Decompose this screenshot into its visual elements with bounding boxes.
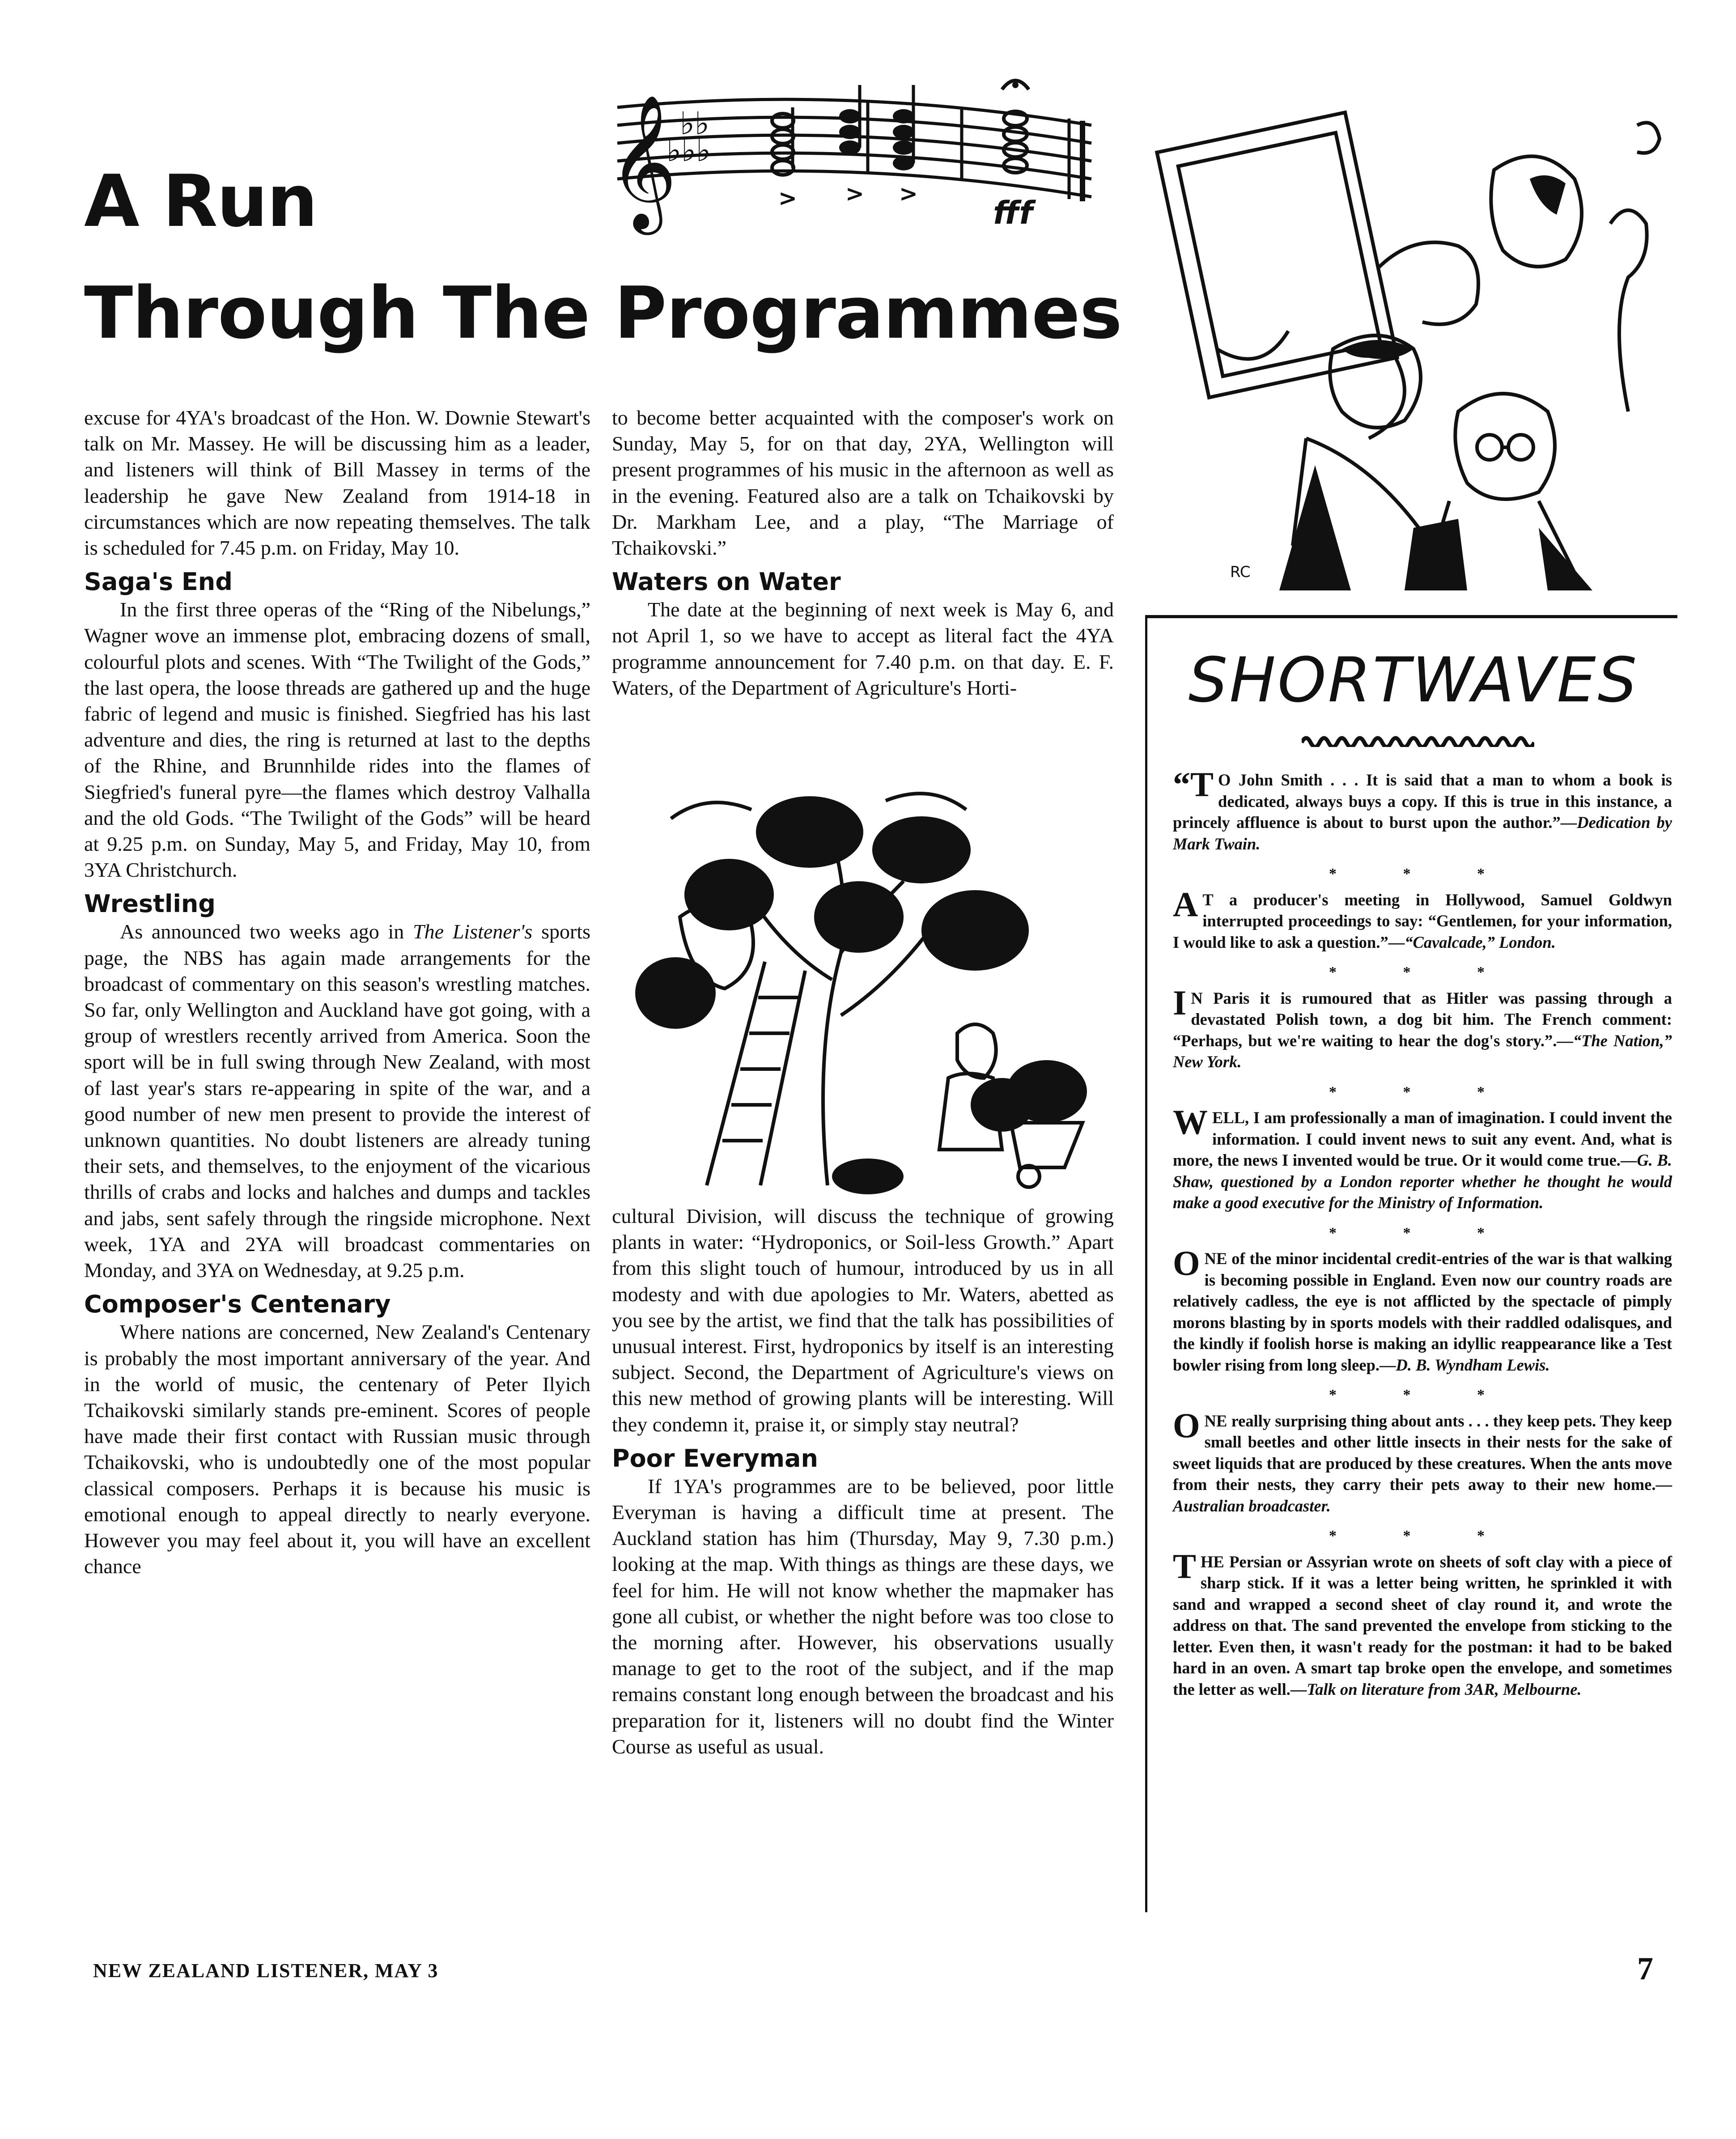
- page-number: 7: [1637, 1951, 1654, 1986]
- svg-text:>: >: [899, 181, 918, 207]
- column-1-intro: excuse for 4YA's broadcast of the Hon. W. Downie Stewart's talk on Mr. Massey. He will be discussing him as a leader, and listeners will think of Bill Massey in terms of the leadership he gave New Zealand from 1914-18 in circumstances which are now repeating themselves. The talk is scheduled for 7.45 p.m. on Friday, May 10.: [84, 406, 590, 560]
- svg-text:♭♭♭: ♭♭♭: [666, 132, 711, 169]
- svg-text:>: >: [845, 181, 864, 207]
- column-2-intro: to become better acquainted with the composer's work on Sunday, May 5, for on that day, 2YA, Wellington will present programmes of his music in the afternoon as well as in the evening. Featured also are a talk on Tchaikovski by Dr. Markham Lee, and a play, “The Marriage of Tchaikovski.”: [612, 406, 1114, 560]
- star-divider: * * *: [1329, 866, 1516, 882]
- saga-heading: Saga's End: [84, 568, 233, 596]
- shortwaves-wave-ornament: [1302, 734, 1534, 747]
- shortwaves-top-rule: [1145, 615, 1677, 618]
- shortwaves-title: SHORTWAVES: [1188, 644, 1639, 716]
- star-divider: * * *: [1329, 1083, 1516, 1100]
- caricature-signature: RC: [1230, 563, 1251, 581]
- svg-text:𝄞: 𝄞: [608, 94, 677, 229]
- everyman-text: If 1YA's programmes are to be believed, poor little Everyman is having a difficult time at present. The Auckland station has him (Thursday, May 9, 7.30 p.m.) looking at the map. With things as things are these days, we feel for him. He will not know whether the mapmaker has gone all cubist, or whether the night before was too close to the morning after. However, his observations usually manage to get to the root of the subject, and if the map remains constant long enough between the broadcast and his preparation for it, listeners will no doubt find the Winter Course as useful as usual.: [612, 1474, 1114, 1758]
- column-2-top: [612, 405, 1114, 701]
- radio-personalities-caricature: [1145, 98, 1682, 590]
- headline-line2: Through The Programmes: [84, 271, 1122, 355]
- music-score-illustration: [590, 67, 1109, 246]
- waters-heading: Waters on Water: [612, 568, 841, 596]
- svg-text:♭♭: ♭♭: [680, 105, 710, 142]
- shortwave-item: I N Paris it is rumoured that as Hitler was passing through a devastated Polish town, a dog bit him. The French comment: “Perhaps, but we're waiting to hear the dog's story.”.—“The Nation,” New York.: [1173, 983, 1672, 1071]
- shortwaves-items: [1173, 765, 1672, 1700]
- wrestling-heading: Wrestling: [84, 890, 216, 918]
- waters-text: The date at the beginning of next week is May 6, and not April 1, so we have to accept as literal fact the 4YA programme announcement for 7.40 p.m. on that day. E. F. Waters, of the Department of Agriculture's Horti-: [612, 598, 1114, 699]
- shortwave-item: “T O John Smith . . . It is said that a man to whom a book is dedicated, always buys a copy. If this is true in this instance, a princely affluence is about to burst upon the author.”—Dedication by Mark Twain.: [1173, 765, 1672, 853]
- column-2-bottom: [612, 1203, 1114, 1760]
- shortwaves-left-rule: [1145, 615, 1147, 1912]
- star-divider: * * *: [1329, 964, 1516, 980]
- waters-continued: cultural Division, will discuss the technique of growing plants in water: “Hydroponics, or Soil-less Growth.” Apart from this slight touch of humour, introduced by us in all modesty and with due apologies to Mr. Waters, abetted as you see by the artist, we find that the talk has possibilities of unusual interest. First, hydroponics by itself is an interesting subject. Second, the Department of Agriculture's views on this new method of growing plants will be interesting. Will they condemn it, praise it, or simply stay neutral?: [612, 1205, 1114, 1436]
- shortwave-item: ONE really surprising thing about ants . . . they keep pets. They keep small beetles and other little insects in their nests for the sake of sweet liquids that are produced by these creatures. When the ants move from their nests, they carry their pets away to their new home.—Australian broadcaster.: [1173, 1405, 1672, 1515]
- footer-masthead: NEW ZEALAND LISTENER, MAY 3: [93, 1960, 439, 1982]
- composer-heading: Composer's Centenary: [84, 1290, 391, 1319]
- shortwave-item: THE Persian or Assyrian wrote on sheets of soft clay with a piece of sharp stick. If it was a letter being written, he sprinkled it with sand and wrapped a second sheet of clay round it, and wrote the address on that. The sand prevented the envelope from sticking to the letter. Even then, it wasn't ready for the postman: it had to be baked hard in an oven. A smart tap broke open the envelope, and sometimes the letter as well.—Talk on literature from 3AR, Melbourne.: [1173, 1546, 1672, 1698]
- star-divider: * * *: [1329, 1224, 1516, 1241]
- headline-line1: A Run: [84, 159, 317, 243]
- everyman-heading: Poor Everyman: [612, 1444, 818, 1473]
- star-divider: * * *: [1329, 1387, 1516, 1403]
- composer-text: Where nations are concerned, New Zealand's Centenary is probably the most important anniversary of the year. And in the world of music, the centenary of Peter Ilyich Tchaikovski similarly stands pre-eminent. Scores of people have made their first contact with Russian music through Tchaikovski, who is undoubtedly one of the most popular classical composers. Perhaps it is because his music is emotional enough to appeal directly to nearly everyone. However you may feel about it, you will have an excellent chance: [84, 1320, 590, 1578]
- column-1: [84, 405, 590, 1579]
- shortwave-item: A T a producer's meeting in Hollywood, Samuel Goldwyn interrupted proceedings to say: “Gentlemen, for your information, I would like to ask a question.”—“Cavalcade,” London.: [1173, 884, 1672, 951]
- saga-text: In the first three operas of the “Ring of the Nibelungs,” Wagner wove an immense plot, embracing dozens of small, colourful plots and scenes. With “The Twilight of the Gods,” the last opera, the loose threads are gathered up and the huge fabric of legend and music is finished. Siegfried has his last adventure and dies, the ring is returned at last to the depths of the Rhine, and Brunnhilde rides into the flames of Siegfried's funeral pyre—the flames which destroy Valhalla and the old Gods. “The Twilight of the Gods” will be heard at 9.25 p.m. on Sunday, May 5, and Friday, May 10, from 3YA Christchurch.: [84, 598, 590, 882]
- star-divider: * * *: [1329, 1528, 1516, 1544]
- shortwave-item: WELL, I am professionally a man of imagination. I could invent the information. I could invent news to suit any event. And, what is more, the news I invented would be true. Or it would come true.—G. B. Shaw, questioned by a London reporter whether he thought he would make a good executive for the Ministry of Information.: [1173, 1103, 1672, 1212]
- hydroponics-cartoon: [617, 783, 1091, 1194]
- svg-text:fff: fff: [993, 195, 1033, 231]
- shortwave-item: ONE of the minor incidental credit-entries of the war is that walking is becoming possible in England. Even now our country roads are relatively cadless, the eye is not afflicted by the spectacle of pimply morons blasting by in sports models with their raddled odalisques, and the kindly if foolish horse is making an idyllic reappearance like a Test bowler rising from long sleep.—D. B. Wyndham Lewis.: [1173, 1244, 1672, 1374]
- wrestling-text: As announced two weeks ago in The Listener's sports page, the NBS has again made arrangements for the broadcast of commentary on this season's wrestling matches. So far, only Wellington and Auckland have got going, with a group of wrestlers recently arrived from America. Soon the sport will be in full swing through New Zealand, with most of last year's stars re-appearing in spite of the war, and a good number of new men present to provide the interest of unknown quantities. No doubt listeners are already tuning their sets, and themselves, to the enjoyment of the vicarious thrills of crabs and locks and halches and dumps and tackles and jabs, sent safely through the ringside microphone. Next week, 1YA and 2YA will broadcast commentaries on Monday, and 3YA on Wednesday, at 9.25 p.m.: [84, 920, 590, 1282]
- svg-text:>: >: [778, 185, 797, 211]
